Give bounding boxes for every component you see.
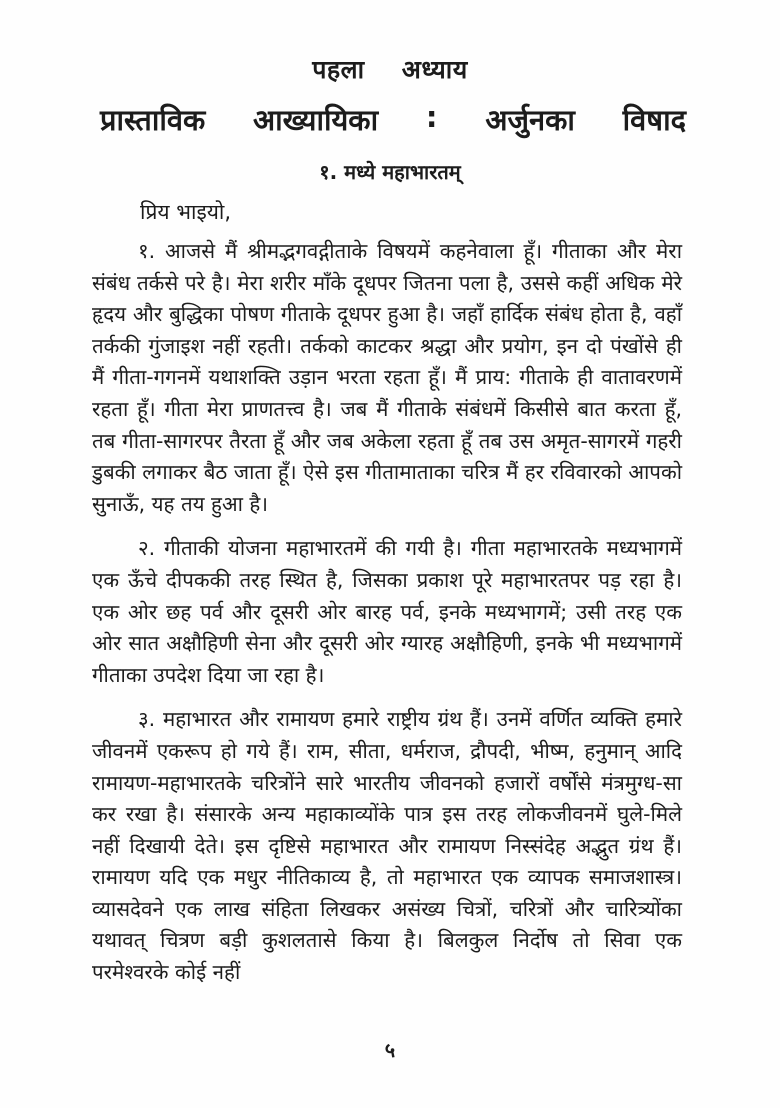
chapter-title: [100, 100, 686, 139]
paragraph-1: १. आजसे मैं श्रीमद्भगवद्गीताके विषयमें कहनेवाला हूँ। गीताका और मेरा संबंध तर्कसे परे है। मेरा शरीर माँके दूधपर जितना पला है, उससे कहीं अधिक मेरे हृदय और बुद्धिका पोषण गीताके दूधपर हुआ है। जहाँ हार्दिक संबंध होता है, वहाँ तर्ककी गुंजाइश नहीं रहती। तर्कको काटकर श्रद्धा और प्रयोग, इन दो पंखोंसे ही मैं गीता-गगनमें यथाशक्ति उड़ान भरता रहता हूँ। मैं प्राय: गीताके ही वातावरणमें रहता हूँ। गीता मेरा प्राणतत्त्व है। जब मैं गीताके संबंधमें किसीसे बात करता हूँ, तब गीता-सागरपर तैरता हूँ और जब अकेला रहता हूँ तब उस अमृत-सागरमें गहरी डुबकी लगाकर बैठ जाता हूँ। ऐसे इस गीतामाताका चरित्र मैं हर रविवारको आपको सुनाऊँ, यह तय हुआ है।: [92, 239, 682, 516]
salutation: प्रिय भाइयो,: [140, 200, 232, 224]
title-word: अर्जुनका: [485, 103, 575, 137]
paragraph-2: २. गीताकी योजना महाभारतमें की गयी है। गीता महाभारतके मध्यभागमें एक ऊँचे दीपककी तरह स्थित है, जिसका प्रकाश पूरे महाभारतपर पड़ रहा है। एक ओर छह पर्व और दूसरी ओर बारह पर्व, इनके मध्यभागमें; उसी तरह एक ओर सात अक्षौहिणी सेना और दूसरी ओर ग्यारह अक्षौहिणी, इनके भी मध्यभागमें गीताका उपदेश दिया जा रहा है।: [92, 536, 682, 687]
body-text: [92, 236, 682, 1002]
title-word: विषाद: [622, 103, 686, 137]
title-word: आख्यायिका: [253, 103, 379, 137]
section-heading: १. मध्ये महाभारतम्: [319, 160, 461, 184]
page-number: ५: [384, 1038, 396, 1062]
title-colon: :: [425, 100, 438, 134]
chapter-heading: पहला अध्याय: [312, 55, 468, 84]
title-word: प्रास्ताविक: [100, 103, 206, 137]
paragraph-3: ३. महाभारत और रामायण हमारे राष्ट्रीय ग्रंथ हैं। उनमें वर्णित व्यक्ति हमारे जीवनमें एकरूप हो गये हैं। राम, सीता, धर्मराज, द्रौपदी, भीष्म, हनुमान् आदि रामायण-महाभारतके चरित्रोंने सारे भारतीय जीवनको हजारों वर्षोंसे मंत्रमुग्ध-सा कर रखा है। संसारके अन्य महाकाव्योंके पात्र इस तरह लोकजीवनमें घुले-मिले नहीं दिखायी देते। इस दृष्टिसे महाभारत और रामायण निस्संदेह अद्भुत ग्रंथ हैं। रामायण यदि एक मधुर नीतिकाव्य है, तो महाभारत एक व्यापक समाजशास्त्र। व्यासदेवने एक लाख संहिता लिखकर असंख्य चित्रों, चरित्रों और चारित्र्योंका यथावत् चित्रण बड़ी कुशलतासे किया है। बिलकुल निर्दोष तो सिवा एक परमेश्वरके कोई नहीं: [92, 707, 682, 985]
